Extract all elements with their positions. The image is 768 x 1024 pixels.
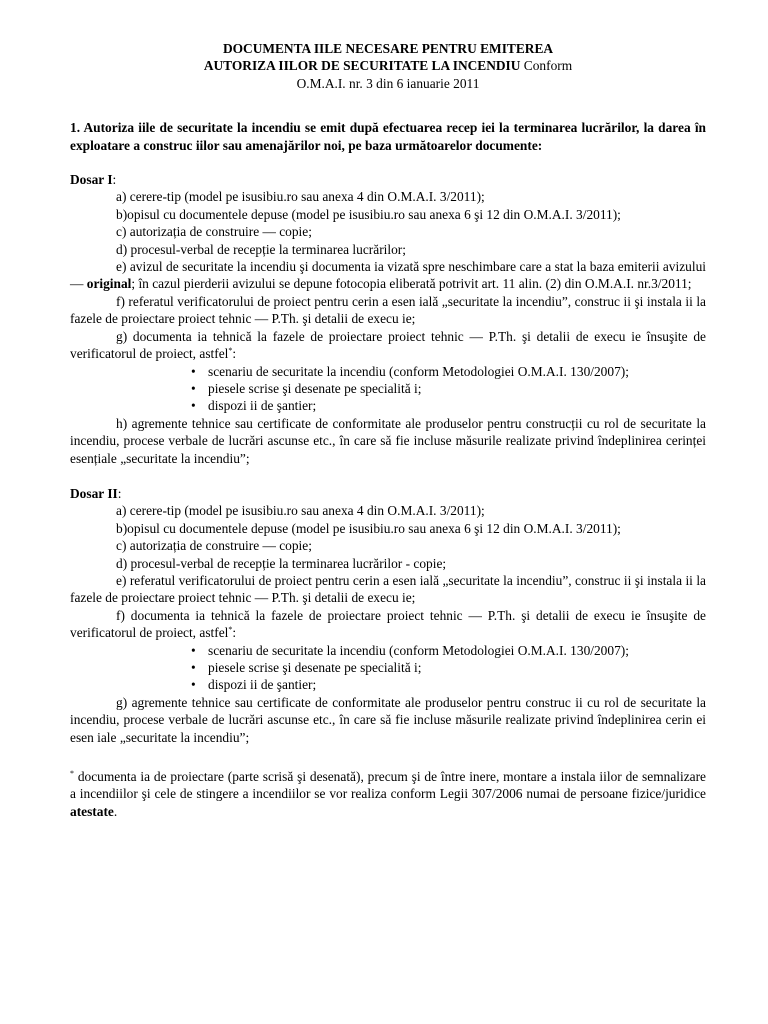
dosar-1-item-h: h) agremente tehnice sau certificate de conformitate ale produselor pentru construcții cu rol de securitate la incendiu, procese verbale de lucrări ascunse etc., în care să fie incluse măsurile realizate privind îndeplinirea cerinței esențiale „securitate la incendiu”; [70, 415, 706, 466]
dosar-2-heading: Dosar II: [70, 485, 122, 501]
footnote: * documenta ia de proiectare (parte scrisă şi desenată), precum şi de între inere, montare a instala iilor de semnalizare a incendiilor şi cele de stingere a incendiilor se vor realiza conform Legii 307/2006 numai de persoane fizice/juridice atestate. [70, 769, 706, 819]
dosar-1-item-f: f) referatul verificatorului de proiect pentru cerin a esen ială „securitate la incendiu”, construc ii şi instala ii la fazele de proiectare proiect tehnic — P.Th. şi detalii de execu ie; [70, 293, 706, 327]
title-line-2: AUTORIZA IILOR DE SECURITATE LA INCENDIU Conform [203, 58, 573, 74]
dosar-2-section [70, 485, 706, 746]
list-item: • scenariu de securitate la incendiu (conform Metodologiei O.M.A.I. 130/2007); [208, 642, 706, 659]
dosar-1-item-d: d) procesul-verbal de recepție la terminarea lucrărilor; [116, 241, 406, 257]
dosar-1-item-e: e) avizul de securitate la incendiu şi documenta ia vizată spre neschimbare care a stat la baza emiterii avizului — original; în cazul pierderii avizului se depune fotocopia eliberată potrivit art. 11 alin. (2) din O.M.A.I. nr.3/2011; [70, 259, 706, 292]
list-item: • dispozi ii de şantier; [208, 676, 706, 693]
list-item: • scenariu de securitate la incendiu (conform Metodologiei O.M.A.I. 130/2007); [208, 363, 706, 380]
dosar-2-item-g: g) agremente tehnice sau certificate de conformitate ale produselor pentru construc ii cu rol de securitate la incendiu, procese verbale de lucrări ascunse etc., în care să fie incluse măsurile realizate privind îndeplinirea cerin ei esen iale „securitate la incendiu”; [70, 694, 706, 745]
dosar-1-bullet-list [70, 363, 706, 415]
intro-paragraph: 1. Autoriza iile de securitate la incendiu se emit după efectuarea recep iei la terminarea lucrărilor, la darea în exploatare a construc iilor sau amenajărilor noi, pe baza următoarelor documente: [70, 120, 706, 153]
dosar-1-section [70, 171, 706, 467]
dosar-2-item-a: a) cerere-tip (model pe isusibiu.ro sau anexa 4 din O.M.A.I. 3/2011); [116, 503, 485, 519]
dosar-1-item-c: c) autorizația de construire — copie; [116, 224, 312, 240]
dosar-1-heading: Dosar I: [70, 172, 117, 188]
dosar-2-bullet-list [70, 642, 706, 694]
document-title [70, 40, 706, 92]
title-line-1: DOCUMENTA IILE NECESARE PENTRU EMITEREA [222, 41, 554, 56]
dosar-1-item-a: a) cerere-tip (model pe isusibiu.ro sau anexa 4 din O.M.A.I. 3/2011); [116, 189, 485, 205]
title-line-3: O.M.A.I. nr. 3 din 6 ianuarie 2011 [296, 75, 480, 91]
dosar-2-item-c: c) autorizația de construire — copie; [116, 538, 312, 554]
list-item: • piesele scrise şi desenate pe specialită i; [208, 659, 706, 676]
dosar-1-item-b: b)opisul cu documentele depuse (model pe isusibiu.ro sau anexa 6 şi 12 din O.M.A.I. 3/2011); [116, 206, 621, 222]
dosar-2-item-f: f) documenta ia tehnică la fazele de proiectare proiect tehnic — P.Th. şi detalii de execu ie însuşite de verificatorul de proiect, astfel*: [70, 607, 706, 641]
dosar-2-item-b: b)opisul cu documentele depuse (model pe isusibiu.ro sau anexa 6 şi 12 din O.M.A.I. 3/2011); [116, 520, 621, 536]
list-item: • piesele scrise şi desenate pe specialită i; [208, 380, 706, 397]
dosar-2-item-d: d) procesul-verbal de recepție la terminarea lucrărilor - copie; [116, 555, 447, 571]
dosar-1-item-g: g) documenta ia tehnică la fazele de proiectare proiect tehnic — P.Th. şi detalii de execu ie însuşite de verificatorul de proiect, astfel*: [70, 328, 706, 362]
list-item: • dispozi ii de şantier; [208, 397, 706, 414]
dosar-2-item-e: e) referatul verificatorului de proiect pentru cerin a esen ială „securitate la incendiu”, construc ii şi instala ii la fazele de proiectare proiect tehnic — P.Th. şi detalii de execu ie; [70, 572, 706, 606]
